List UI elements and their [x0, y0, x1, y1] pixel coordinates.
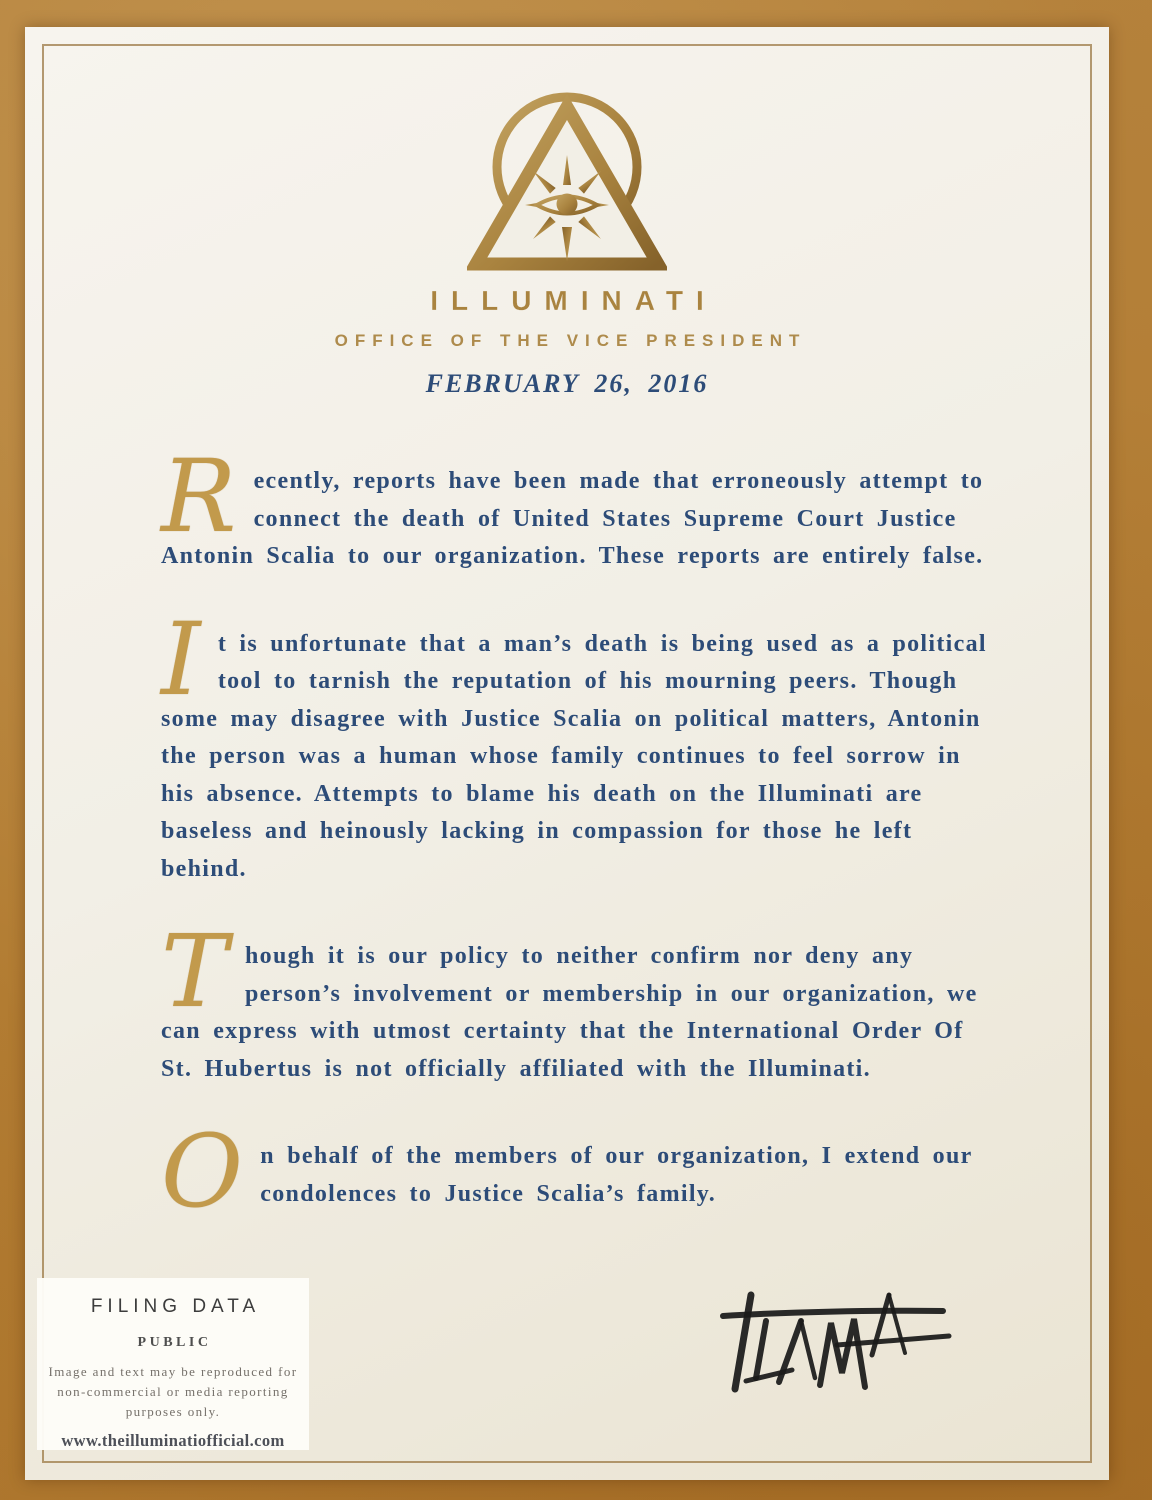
drop-cap: O — [161, 1113, 245, 1230]
org-name: ILLUMINATI — [430, 285, 717, 316]
office-line: OFFICE OF THE VICE PRESIDENT — [334, 331, 807, 350]
paragraph-text: hough it is our policy to neither confirm nor deny any person’s involvement or membership in our organization, we can express with utmost certainty that the International Order Of St. Hubertus is not officially affiliated with the Illuminati. — [161, 943, 978, 1082]
filing-website: www.theilluminatiofficial.com — [61, 1431, 285, 1450]
filing-classification: PUBLIC — [137, 1335, 212, 1350]
paragraph — [161, 913, 989, 1088]
drop-cap: T — [161, 913, 229, 1030]
letterhead — [25, 91, 1109, 399]
drop-cap: R — [161, 438, 238, 555]
letter-body — [25, 438, 1109, 1230]
signature-scrawl — [687, 1281, 1017, 1411]
paragraph-text: t is unfortunate that a man’s death is being used as a political tool to tarnish the reputation of his mourning peers. Though some may disagree with Justice Scalia on political matters, Antonin the person was a human whose family continues to feel sorrow in his absence. Attempts to blame his death on the Illuminati are baseless and heinously lacking in compassion for those he left behind. — [161, 630, 987, 882]
drop-cap: I — [161, 600, 202, 718]
letter-paper — [25, 27, 1109, 1480]
illuminati-logo-icon — [467, 91, 667, 273]
filing-title: FILING DATA — [90, 1296, 261, 1317]
paragraph — [161, 600, 989, 889]
paragraph — [161, 438, 989, 576]
filing-data-box — [37, 1278, 309, 1450]
filing-notice: Image and text may be reproduced for non-commercial or media reporting purposes only. — [48, 1364, 298, 1419]
paragraph-text: n behalf of the members of our organization, I extend our condolences to Justice Scalia’s family. — [260, 1143, 973, 1207]
paragraph — [161, 1113, 989, 1230]
paragraph-text: ecently, reports have been made that erroneously attempt to connect the death of United States Supreme Court Justice Antonin Scalia to our organization. These reports are entirely false. — [161, 468, 984, 569]
letter-date: FEBRUARY 26, 2016 — [425, 369, 709, 398]
